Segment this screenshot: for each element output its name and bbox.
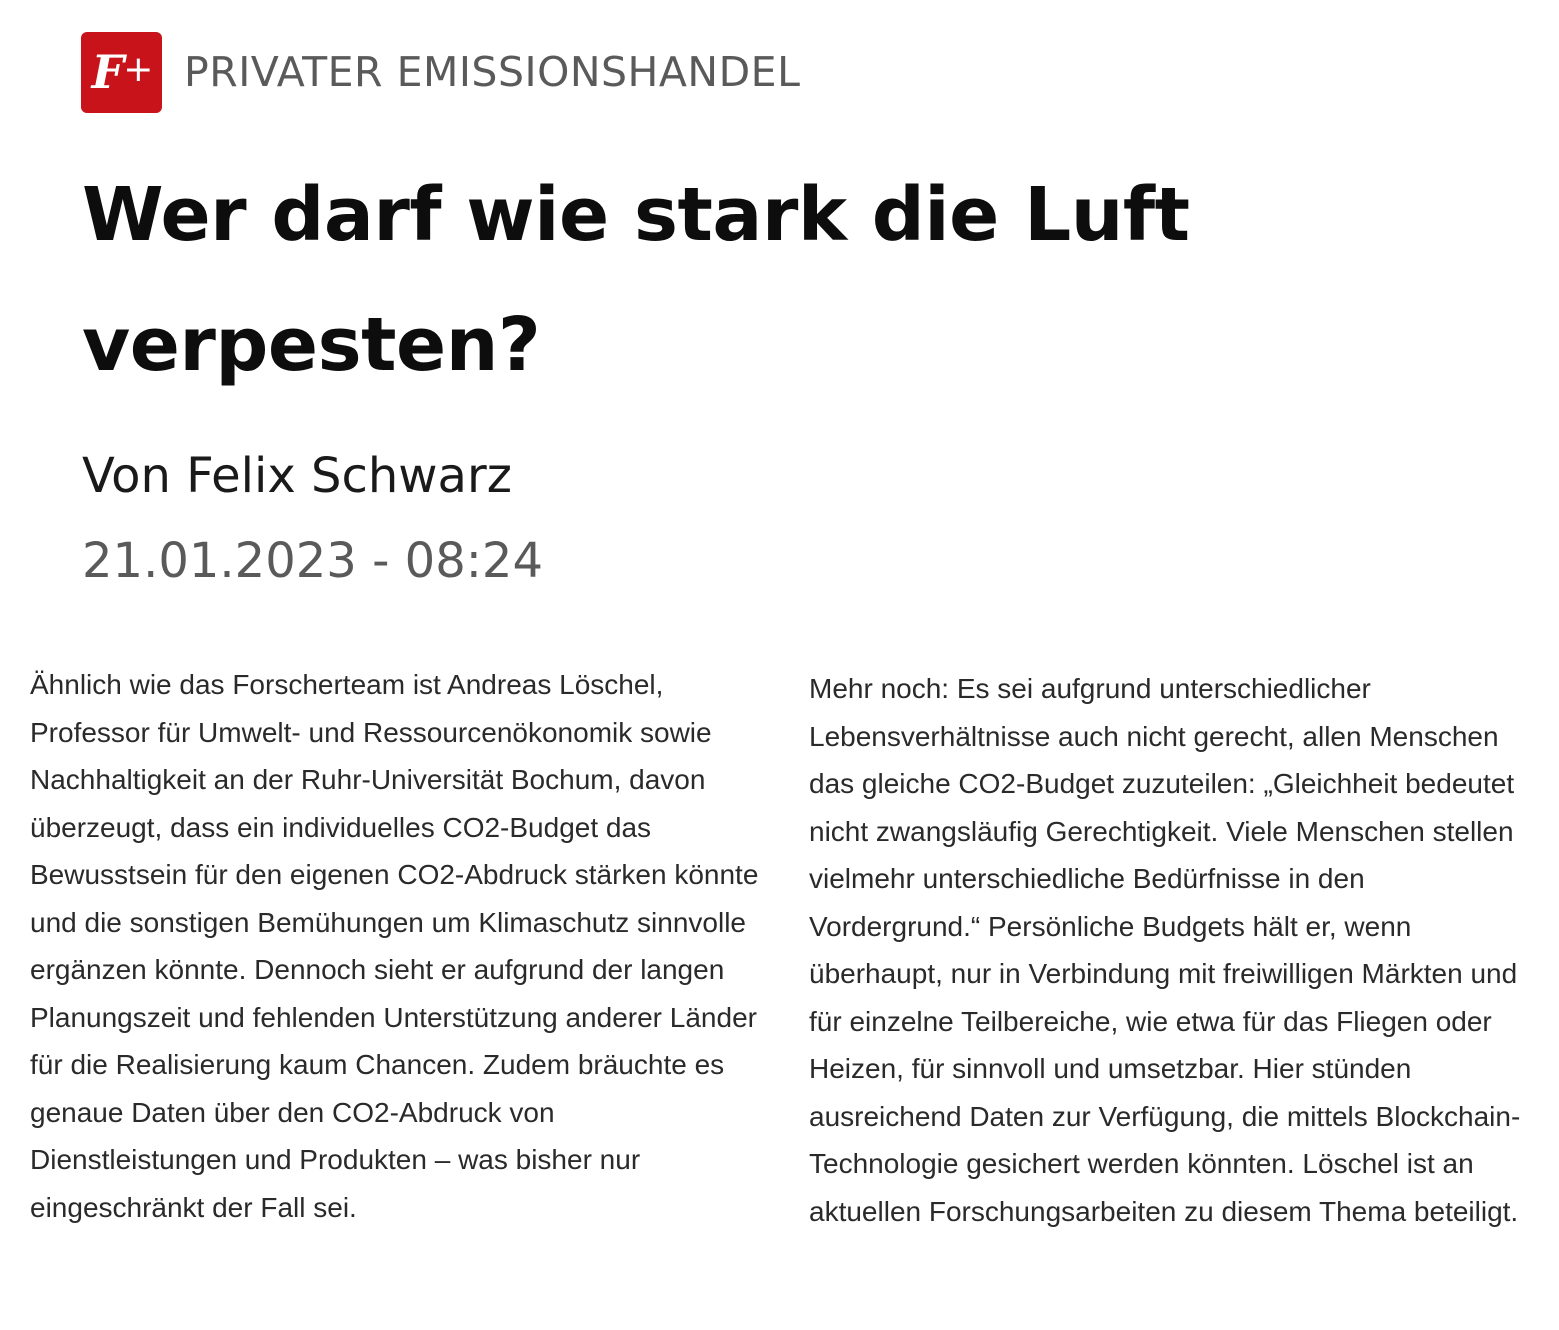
article-paragraph-left: Ähnlich wie das Forscherteam ist Andreas Löschel, Professor für Umwelt- und Ressourcenökonomik sowie Nachhaltigkeit an der Ruhr-Universität Bochum, davon überzeugt, dass ein individuelles CO2-Budget das Bewusstsein für den eigenen CO2-Abdruck stärken könnte und die sonstigen Bemühungen um Klimaschutz sinnvolle ergänzen könnte. Dennoch sieht er aufgrund der langen Planungszeit und fehlenden Unterstützung anderer Länder für die Realisierung kaum Chancen. Zudem bräuchte es genaue Daten über den CO2-Abdruck von Dienstleistungen und Produkten – was bisher nur eingeschränkt der Fall sei. (30, 669, 759, 1223)
article-kicker: PRIVATER EMISSIONSHANDEL (184, 48, 801, 96)
logo-plus: + (123, 48, 152, 90)
fplus-logo[interactable] (81, 32, 162, 113)
article-paragraph-right: Mehr noch: Es sei aufgrund unterschiedlicher Lebensverhältnisse auch nicht gerecht, allen Menschen das gleiche CO2-Budget zuzuteilen: „Gleichheit bedeutet nicht zwangsläufig Gerechtigkeit. Viele Menschen stellen vielmehr unterschiedliche Bedürfnisse in den Vordergrund.“ Persönliche Budgets hält er, wenn überhaupt, nur in Verbindung mit freiwilligen Märkten und für einzelne Teilbereiche, wie etwa für das Fliegen oder Heizen, für sinnvoll und umsetzbar. Hier stünden ausreichend Daten zur Verfügung, die mittels Blockchain-Technologie gesichert werden könnten. Löschel ist an aktuellen Forschungsarbeiten zu diesem Thema beteiligt. (809, 673, 1521, 1227)
article-title: Wer darf wie stark die Luft verpesten? (82, 172, 1190, 388)
article-author: Von Felix Schwarz (82, 448, 512, 504)
article-date: 21.01.2023 - 08:24 (82, 533, 543, 589)
logo-letter: F (91, 45, 123, 99)
article-header (81, 31, 800, 113)
